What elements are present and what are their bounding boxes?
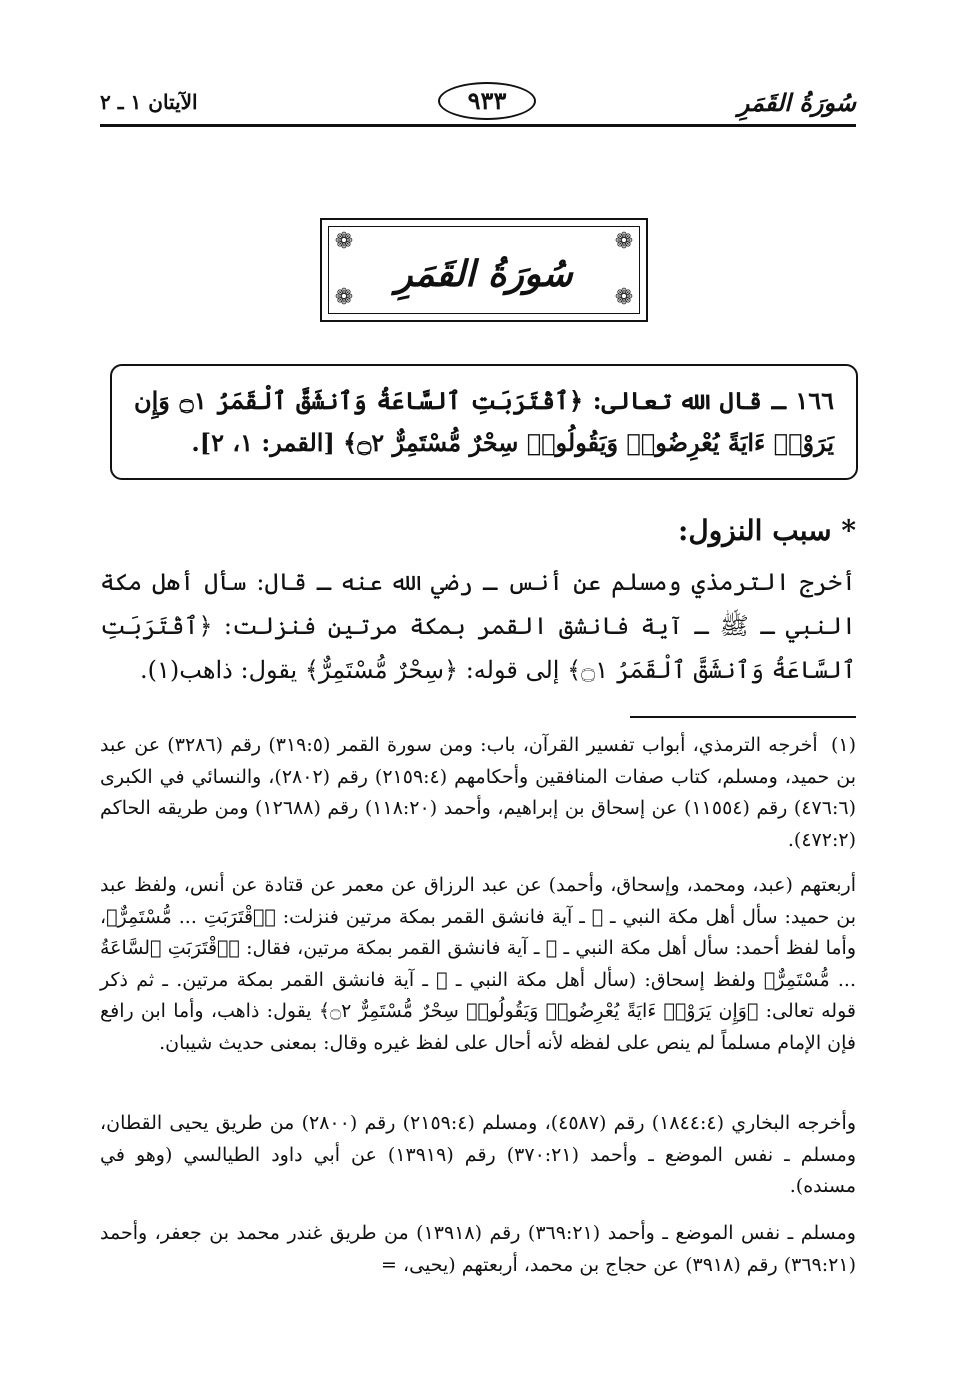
verse-text: ـ قال الله تعالى: ﴿ٱقْتَرَبَتِ ٱلسَّاعَةُ وَٱنشَقَّ ٱلْقَمَرُ ۝١ وَإِن يَرَوْا۟ ءَايَةً يُعْرِضُوا۟ وَيَقُولُوا۟ سِحْرٌ مُّسْتَمِرٌّ ۝٢﴾ [القمر: ١، ٢]. (134, 386, 834, 457)
surah-title: سُورَةُ القَمَرِ (395, 253, 573, 295)
corner-ornament-icon: ❁ (614, 285, 634, 310)
section-heading: * سبب النزول: (678, 514, 856, 547)
surah-title-frame (320, 218, 648, 322)
footnote-text: أربعتهم (عبد، ومحمد، وإسحاق، وأحمد) عن عبد الرزاق عن معمر عن قتادة عن أنس، ولفظ عبد بن حميد: سأل أهل مكة النبي ـ ﷺ ـ آية فانشق القمر بمكة مرتين فنزلت: ﴿ٱقْتَرَبَتِ ... مُّسْتَمِرٌّ﴾، وأما لفظ أحمد: سأل أهل مكة النبي ـ ﷺ ـ آية فانشق القمر بمكة مرتين، فقال: ﴿ٱقْتَرَبَتِ ٱلسَّاعَةُ ... مُّسْتَمِرٌّ﴾ ولفظ إسحاق: (سأل أهل مكة النبي ـ ﷺ ـ آية فانشق القمر بمكة مرتين. ـ ثم ذكر قوله تعالى: ﴿وَإِن يَرَوْا۟ ءَايَةً يُعْرِضُوا۟ وَيَقُولُوا۟ سِحْرٌ مُّسْتَمِرٌّ ۝٢﴾ يقول: ذاهب، وأما ابن رافع فإن الإمام مسلماً لم ينص على لفظه لأنه أحال على لفظ غيره وقال: بمعنى حديث شيبان. (100, 874, 856, 1054)
title-inner-border (328, 226, 640, 314)
footnote-marker: (١) (830, 734, 857, 756)
page-header (100, 82, 856, 122)
page-number: ٩٣٣ (438, 82, 536, 120)
footnote (100, 730, 856, 856)
corner-ornament-icon: ❁ (334, 285, 354, 310)
footnote-text: وأخرجه البخاري (١٨٤٤:٤) رقم (٤٥٨٧)، ومسلم (٢١٥٩:٤) رقم (٢٨٠٠) من طريق يحيى القطان، ومسلم ـ نفس الموضع ـ وأحمد (٣٧٠:٢١) رقم (١٣٩١٩) عن أبي داود الطيالسي (وهو في مسنده). (100, 1112, 857, 1197)
footnote (100, 1218, 856, 1281)
footnote (100, 1108, 856, 1203)
footnote (100, 870, 856, 1059)
verse-box (110, 364, 858, 480)
corner-ornament-icon: ❁ (614, 229, 634, 254)
footnote-text: ومسلم ـ نفس الموضع ـ وأحمد (٣٦٩:٢١) رقم (١٣٩١٨) من طريق غندر محمد بن جعفر، وأحمد (٣٦٩:٢١) رقم (٣٩١٨) عن حجاج بن محمد، أربعتهم (يحيى، = (100, 1222, 856, 1276)
footnote-rule (630, 716, 856, 718)
main-paragraph: أخرج الترمذي ومسلم عن أنس ـ رضي الله عنه ـ قال: سأل أهل مكة النبي ـ ﷺ ـ آية فانشق القمر بمكة مرتين فنزلت: ﴿ٱقْتَرَبَتِ ٱلسَّاعَةُ وَٱنشَقَّ ٱلْقَمَرُ ۝١﴾ إلى قوله: ﴿سِحْرٌ مُّسْتَمِرٌّ﴾ يقول: ذاهب(١). (100, 568, 856, 684)
header-surah-name: سُورَةُ القَمَرِ (737, 88, 856, 117)
footnote-text: أخرجه الترمذي، أبواب تفسير القرآن، باب: ومن سورة القمر (٣١٩:٥) رقم (٣٢٨٦) عن عبد بن حميد، ومسلم، كتاب صفات المنافقين وأحكامهم (٢١٥٩:٤) رقم (٢٨٠٢)، والنسائي في الكبرى (٤٧٦:٦) رقم (١١٥٥٤) عن إسحاق بن إبراهيم، وأحمد (١١٨:٢٠) رقم (١٢٦٨٨) ومن طريقه الحاكم (٤٧٢:٢). (100, 734, 856, 851)
header-rule (100, 124, 856, 127)
header-verses-label: الآيتان ١ ـ ٢ (100, 90, 198, 114)
verse-number: ١٦٦ (795, 386, 835, 415)
corner-ornament-icon: ❁ (334, 229, 354, 254)
